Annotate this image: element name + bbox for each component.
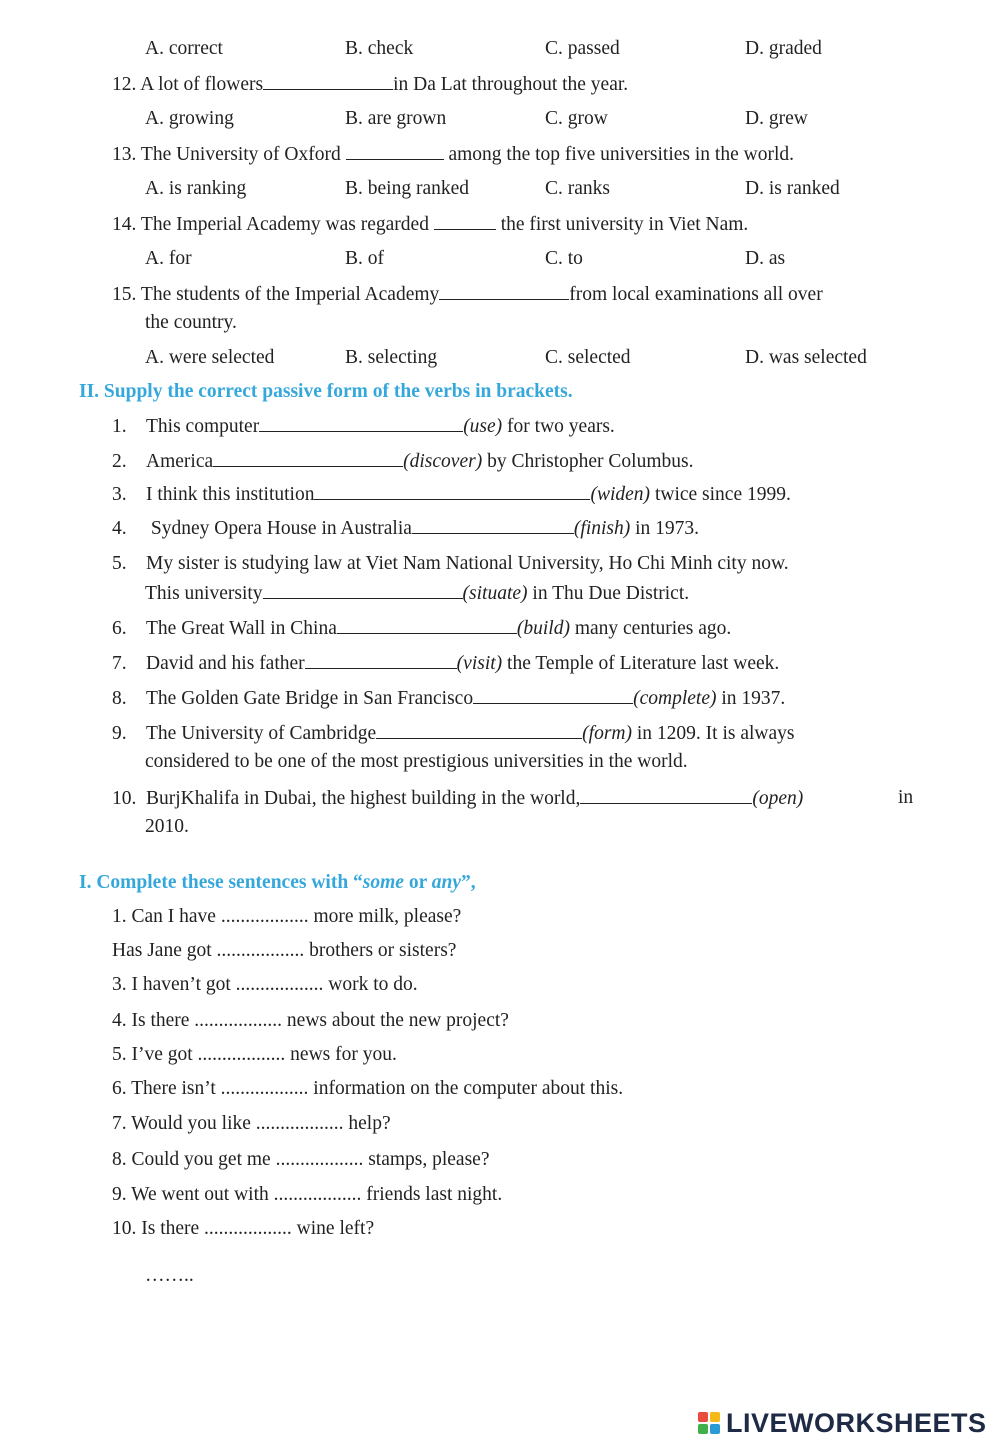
q14-option-d: D. as <box>745 248 786 269</box>
item-number: 9. <box>112 723 127 744</box>
passive-item-2 <box>112 450 693 473</box>
q14-option-b: B. of <box>345 248 384 269</box>
q11-option-c: C. passed <box>545 38 620 59</box>
verb-hint: (widen) <box>590 484 651 505</box>
q12-option-d: D. grew <box>745 108 808 129</box>
question-14 <box>112 213 748 236</box>
passive-item-5 <box>112 553 789 575</box>
answer-blank[interactable] <box>263 582 463 599</box>
title-some: some <box>362 872 404 893</box>
passive-item-9-line2: considered to be one of the most prestigious universities in the world. <box>145 751 688 772</box>
q11-option-d: D. graded <box>745 38 822 59</box>
passive-item-4 <box>112 517 699 540</box>
q11-option-b: B. check <box>345 38 414 59</box>
item-text: The Great Wall in China <box>146 618 337 639</box>
item-text: the Temple of Literature last week. <box>502 653 780 674</box>
some-any-item-6[interactable]: 6. There isn’t .................. information on the computer about this. <box>112 1078 624 1099</box>
title-any: any <box>431 872 462 893</box>
question-text: the first university in Viet Nam. <box>500 214 749 235</box>
passive-item-3 <box>112 483 791 506</box>
passive-item-8 <box>112 687 785 710</box>
item-number: 2. <box>112 451 127 472</box>
title-text: ”, <box>461 872 476 893</box>
verb-hint: (finish) <box>573 518 631 539</box>
question-text: The students of the Imperial Academy <box>140 284 440 305</box>
q12-option-c: C. grow <box>545 108 608 129</box>
item-text: BurjKhalifa in Dubai, the highest building in the world, <box>146 788 581 809</box>
answer-blank[interactable] <box>259 415 463 432</box>
item-text: in <box>898 787 914 808</box>
q14-option-a: A. for <box>145 248 192 269</box>
some-any-item-4[interactable]: 4. Is there .................. news about the new project? <box>112 1010 509 1031</box>
verb-hint: (discover) <box>403 451 483 472</box>
question-number: 15. <box>112 284 137 305</box>
question-15 <box>112 283 823 306</box>
verb-hint: (build) <box>516 618 570 639</box>
some-any-item-1[interactable]: 1. Can I have .................. more milk, please? <box>112 906 462 927</box>
verb-hint: (situate) <box>462 583 528 604</box>
logo-text: LIVEWORKSHEETS <box>726 1407 987 1438</box>
some-any-item-7[interactable]: 7. Would you like .................. help? <box>112 1113 391 1134</box>
item-text: in 1209. It is always <box>631 723 795 744</box>
answer-blank[interactable] <box>314 483 590 500</box>
item-number: 4. <box>112 518 127 539</box>
passive-item-7 <box>112 652 779 675</box>
passive-item-5-line2 <box>145 582 689 605</box>
some-any-item-10[interactable]: 10. Is there .................. wine left? <box>112 1218 375 1239</box>
q14-option-c: C. to <box>545 248 583 269</box>
item-text: in Thu Due District. <box>527 583 690 604</box>
some-any-item-9[interactable]: 9. We went out with .................. friends last night. <box>112 1184 503 1205</box>
some-any-item-5[interactable]: 5. I’ve got .................. news for you. <box>112 1044 397 1065</box>
trailing-ellipsis: …….. <box>145 1265 194 1286</box>
question-text: among the top five universities in the world. <box>448 144 794 165</box>
passive-item-1 <box>112 415 615 438</box>
verb-hint: (complete) <box>633 688 717 709</box>
question-number: 12. <box>112 74 137 95</box>
question-13 <box>112 143 794 166</box>
answer-blank[interactable] <box>263 73 393 90</box>
item-number: 1. <box>112 416 127 437</box>
q12-option-a: A. growing <box>145 108 234 129</box>
logo-icon <box>698 1412 720 1434</box>
item-text: This computer <box>146 416 260 437</box>
answer-blank[interactable] <box>439 283 569 300</box>
item-text: This university <box>145 583 263 604</box>
passive-item-10-line2: 2010. <box>145 816 189 837</box>
verb-hint: (form) <box>582 723 632 744</box>
q13-option-d: D. is ranked <box>745 178 840 199</box>
section-2-title: II. Supply the correct passive form of the verbs in brackets. <box>79 381 573 402</box>
q12-option-b: B. are grown <box>345 108 447 129</box>
question-text: The Imperial Academy was regarded <box>140 214 429 235</box>
answer-blank[interactable] <box>580 787 752 804</box>
item-text: for two years. <box>502 416 615 437</box>
item-text: by Christopher Columbus. <box>482 451 694 472</box>
item-number: 10. <box>112 788 137 809</box>
item-text: I think this institution <box>146 484 315 505</box>
item-text: in 1973. <box>630 518 700 539</box>
item-text: many centuries ago. <box>569 618 732 639</box>
answer-blank[interactable] <box>305 652 457 669</box>
item-number: 7. <box>112 653 127 674</box>
item-number: 3. <box>112 484 127 505</box>
q13-option-c: C. ranks <box>545 178 610 199</box>
some-any-item-8[interactable]: 8. Could you get me .................. stamps, please? <box>112 1149 490 1170</box>
q11-option-a: A. correct <box>145 38 223 59</box>
question-12 <box>112 73 628 96</box>
item-text: The Golden Gate Bridge in San Francisco <box>146 688 474 709</box>
question-number: 13. <box>112 144 137 165</box>
verb-hint: (visit) <box>456 653 503 674</box>
question-number: 14. <box>112 214 137 235</box>
item-text: America <box>146 451 214 472</box>
q13-option-b: B. being ranked <box>345 178 470 199</box>
answer-blank[interactable] <box>376 722 582 739</box>
item-number: 8. <box>112 688 127 709</box>
verb-hint: (use) <box>463 416 503 437</box>
item-number: 5. <box>112 553 127 574</box>
question-text: The University of Oxford <box>140 144 341 165</box>
some-any-item-3[interactable]: 3. I haven’t got .................. work to do. <box>112 974 418 995</box>
answer-blank[interactable] <box>346 143 444 160</box>
question-text: from local examinations all over <box>569 284 823 305</box>
title-text: I. Complete these sentences with “ <box>79 872 363 893</box>
question-15-line2: the country. <box>145 312 237 333</box>
answer-blank[interactable] <box>412 517 574 534</box>
item-text: in 1937. <box>716 688 786 709</box>
q15-option-d: D. was selected <box>745 347 867 368</box>
q15-option-b: B. selecting <box>345 347 438 368</box>
question-text: A lot of flowers <box>140 74 264 95</box>
section-1-title <box>79 872 476 894</box>
item-text: twice since 1999. <box>650 484 791 505</box>
item-text: Sydney Opera House in Australia <box>146 518 412 539</box>
item-text: David and his father <box>146 653 305 674</box>
liveworksheets-logo[interactable] <box>698 1408 987 1438</box>
passive-item-6 <box>112 617 731 640</box>
q13-option-a: A. is ranking <box>145 178 247 199</box>
question-text: in Da Lat throughout the year. <box>393 74 629 95</box>
item-text: My sister is studying law at Viet Nam National University, Ho Chi Minh city now. <box>146 553 789 574</box>
q15-option-c: C. selected <box>545 347 631 368</box>
answer-blank[interactable] <box>213 450 403 467</box>
answer-blank[interactable] <box>434 213 496 230</box>
title-text: or <box>403 872 432 893</box>
q15-option-a: A. were selected <box>145 347 275 368</box>
passive-item-9 <box>112 722 794 745</box>
verb-hint: (open) <box>752 788 804 809</box>
passive-item-10 <box>112 787 914 810</box>
some-any-item-2[interactable]: Has Jane got .................. brothers or sisters? <box>112 940 457 961</box>
answer-blank[interactable] <box>337 617 517 634</box>
item-text: The University of Cambridge <box>146 723 377 744</box>
answer-blank[interactable] <box>473 687 633 704</box>
item-number: 6. <box>112 618 127 639</box>
